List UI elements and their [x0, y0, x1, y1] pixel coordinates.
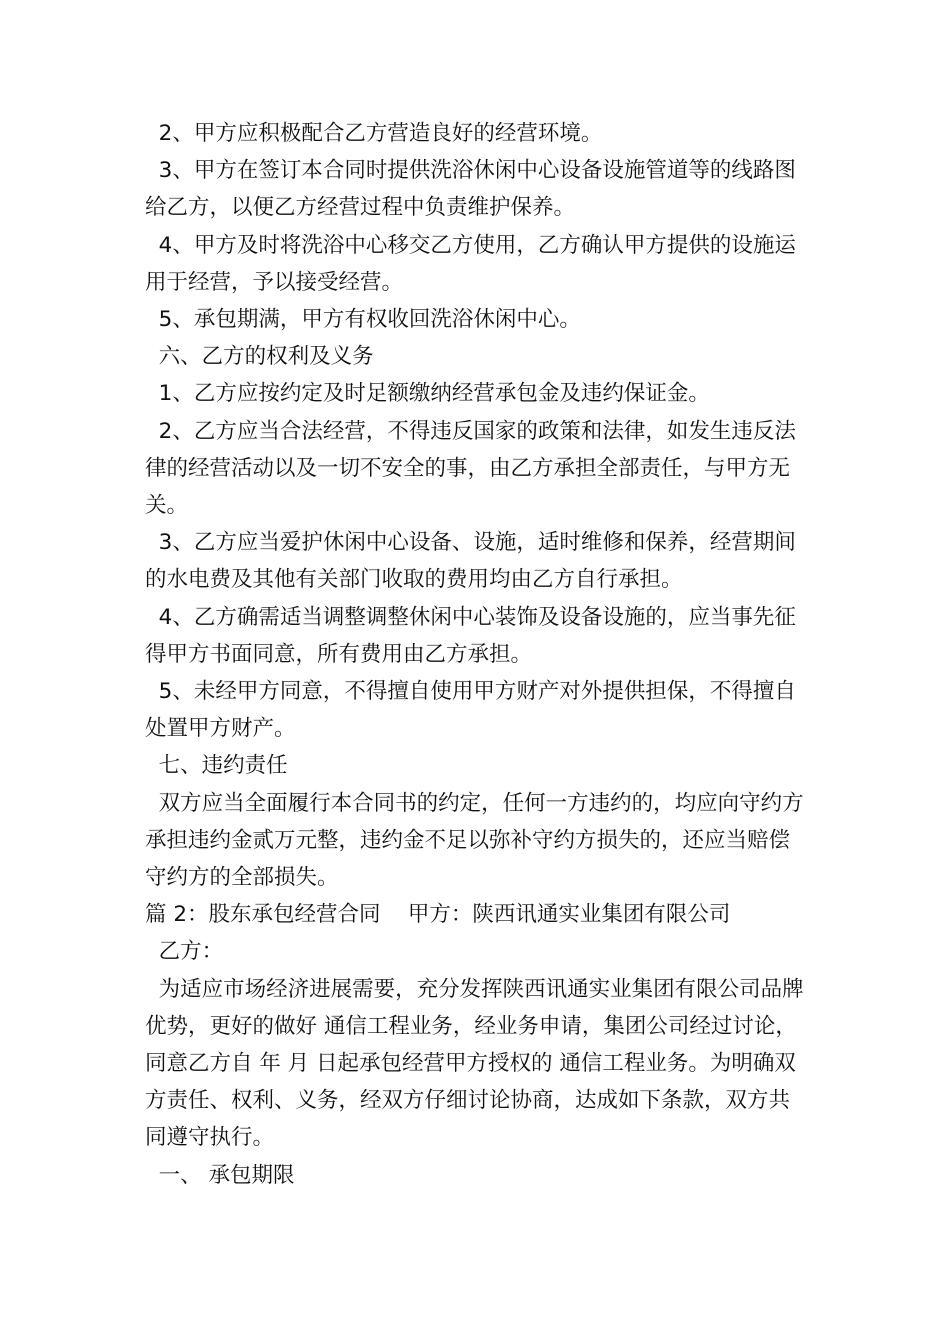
section-heading-6: 六、乙方的权利及义务 [145, 344, 374, 370]
paragraph-b-item-5: 5、未经甲方同意，不得擅自使用甲方财产对外提供担保，不得擅自处置甲方财产。 [145, 679, 796, 742]
paragraph-b-item-3: 3、乙方应当爱护休闲中心设备、设施，适时维修和保养，经营期间的水电费及其他有关部门收取的费用均由乙方自行承担。 [145, 530, 796, 593]
section-heading-7: 七、违约责任 [145, 753, 288, 779]
article-2-title: 篇 2：股东承包经营合同 甲方：陕西讯通实业集团有限公司 [145, 902, 731, 928]
preamble-paragraph: 为适应市场经济进展需要，充分发挥陕西讯通实业集团有限公司品牌优势，更好的做好 通信工程业务，经业务申请，集团公司经过讨论，同意乙方自 年 月 日起承包经营甲方授权的 通信工程业务。为明确双方责任、权利、义务，经双方仔细讨论协商，达成如下条款，双方共同遵守执行。 [145, 976, 804, 1151]
liability-paragraph: 双方应当全面履行本合同书的约定，任何一方违约的，均应向守约方承担违约金贰万元整，违约金不足以弥补守约方损失的，还应当赔偿守约方的全部损失。 [145, 790, 804, 891]
paragraph-item-3: 3、甲方在签订本合同时提供洗浴休闲中心设备设施管道等的线路图给乙方，以便乙方经营过程中负责维护保养。 [145, 158, 796, 221]
paragraph-item-4: 4、甲方及时将洗浴中心移交乙方使用，乙方确认甲方提供的设施运用于经营，予以接受经营。 [145, 232, 796, 295]
party-b-line: 乙方： [145, 939, 224, 965]
document-body [145, 115, 810, 1194]
paragraph-b-item-2: 2、乙方应当合法经营，不得违反国家的政策和法律，如发生违反法律的经营活动以及一切不安全的事，由乙方承担全部责任，与甲方无关。 [145, 418, 796, 519]
paragraph-item-5: 5、承包期满，甲方有权收回洗浴休闲中心。 [145, 307, 581, 333]
section-heading-1: 一、 承包期限 [145, 1162, 295, 1188]
paragraph-b-item-4: 4、乙方确需适当调整调整休闲中心装饰及设备设施的，应当事先征得甲方书面同意，所有费用由乙方承担。 [145, 604, 796, 667]
paragraph-b-item-1: 1、乙方应按约定及时足额缴纳经营承包金及违约保证金。 [145, 381, 710, 407]
paragraph-item-2: 2、甲方应积极配合乙方营造良好的经营环境。 [145, 121, 603, 146]
